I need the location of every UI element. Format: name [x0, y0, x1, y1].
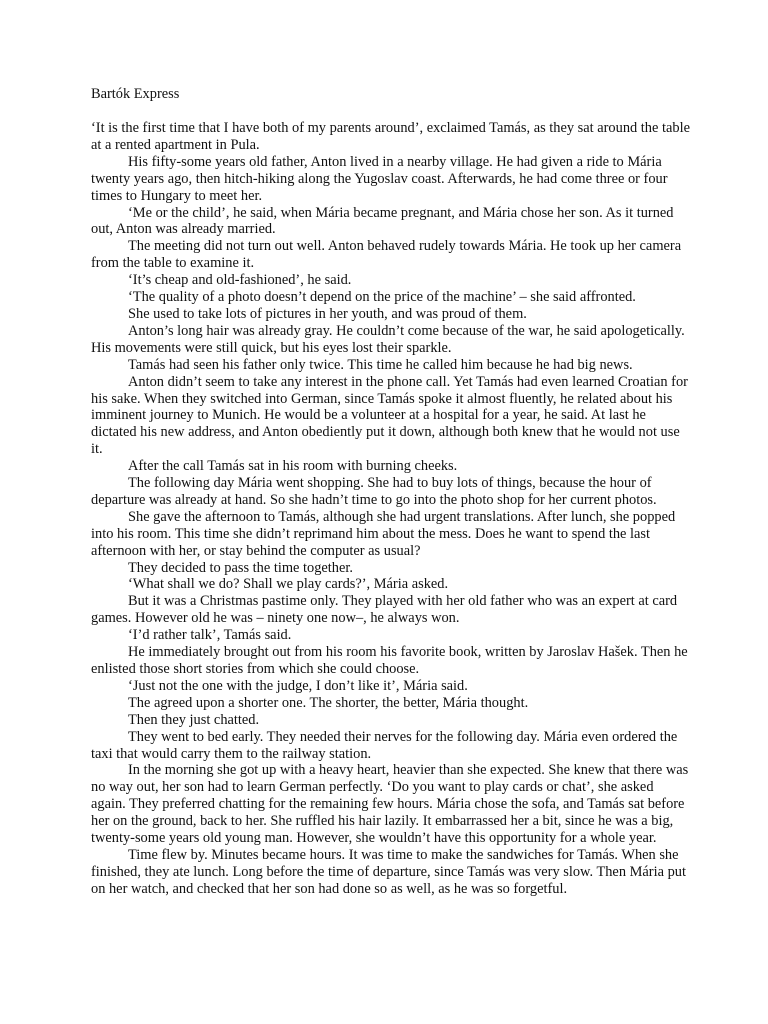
- paragraph: ‘What shall we do? Shall we play cards?’, Mária asked.: [128, 576, 449, 593]
- paragraph: Time flew by. Minutes became hours. It was time to make the sandwiches for Tamás. When she finished, they ate lunch. Long before the time of departure, since Tamás was very slow. Then Mária put on her watch, and checked that her son had done so as well, as he was so forgetful.: [91, 846, 686, 897]
- paragraph: Anton’s long hair was already gray. He couldn’t come because of the war, he said apologetically. His movements were still quick, but his eyes lost their sparkle.: [91, 322, 685, 356]
- paragraph: ‘I’d rather talk’, Tamás said.: [128, 627, 292, 644]
- paragraph: The agreed upon a shorter one. The shorter, the better, Mária thought.: [128, 694, 529, 711]
- paragraph: His fifty-some years old father, Anton lived in a nearby village. He had given a ride to Mária twenty years ago, then hitch-hiking along the Yugoslav coast. Afterwards, he had come three or four times to Hungary to meet her.: [91, 153, 668, 204]
- paragraph: She used to take lots of pictures in her youth, and was proud of them.: [128, 305, 527, 322]
- paragraph: ‘It is the first time that I have both of my parents around’, exclaimed Tamás, as they sat around the table at a rented apartment in Pula.: [91, 120, 690, 153]
- paragraph: ‘Just not the one with the judge, I don’t like it’, Mária said.: [128, 677, 468, 694]
- paragraph: They went to bed early. They needed their nerves for the following day. Mária even ordered the taxi that would carry them to the railway station.: [91, 728, 678, 762]
- document-title: Bartók Express: [91, 86, 180, 102]
- paragraph: She gave the afternoon to Tamás, although she had urgent translations. After lunch, she popped into his room. This time she didn’t reprimand him about the mess. Does he want to spend the last afternoon with her, or stay behind the computer as usual?: [91, 508, 676, 559]
- paragraph: They decided to pass the time together.: [128, 559, 353, 576]
- paragraph: The meeting did not turn out well. Anton behaved rudely towards Mária. He took up her camera from the table to examine it.: [91, 238, 682, 272]
- paragraph: Anton didn’t seem to take any interest in the phone call. Yet Tamás had even learned Croatian for his sake. When they switched into German, since Tamás spoke it almost fluently, he related about his imminent journey to Munich. He would be a volunteer at a hospital for a year, he said. At last he dictated his new address, and Anton obediently put it down, although both knew that he would not use it.: [91, 373, 688, 458]
- paragraph: But it was a Christmas pastime only. They played with her old father who was an expert at card games. However old he was – ninety one now–, he always won.: [91, 593, 678, 627]
- paragraph: ‘The quality of a photo doesn’t depend on the price of the machine’ – she said affronted.: [128, 289, 636, 306]
- paragraph: He immediately brought out from his room his favorite book, written by Jaroslav Hašek. Then he enlisted those short stories from which she could choose.: [91, 644, 688, 677]
- paragraph: ‘It’s cheap and old-fashioned’, he said.: [128, 272, 352, 289]
- paragraph: Then they just chatted.: [128, 711, 260, 728]
- paragraph: After the call Tamás sat in his room with burning cheeks.: [128, 458, 458, 475]
- paragraph: ‘Me or the child’, he said, when Mária became pregnant, and Mária chose her son. As it turned out, Anton was already married.: [91, 204, 674, 238]
- paragraph: The following day Mária went shopping. She had to buy lots of things, because the hour of departure was already at hand. So she hadn’t time to go into the photo shop for her current photos.: [91, 475, 657, 508]
- paragraph: In the morning she got up with a heavy heart, heavier than she expected. She knew that there was no way out, her son had to learn German perfectly. ‘Do you want to play cards or chat’, she asked again. They preferred chatting for the remaining few hours. Mária chose the sofa, and Tamás sat before her on the ground, back to her. She ruffled his hair lazily. It embarrassed her a bit, since he was a big, twenty-some years old young man. However, she wouldn’t have this opportunity for a whole year.: [91, 762, 689, 847]
- paragraph: Tamás had seen his father only twice. This time he called him because he had big news.: [128, 356, 633, 373]
- document-body: [91, 120, 691, 898]
